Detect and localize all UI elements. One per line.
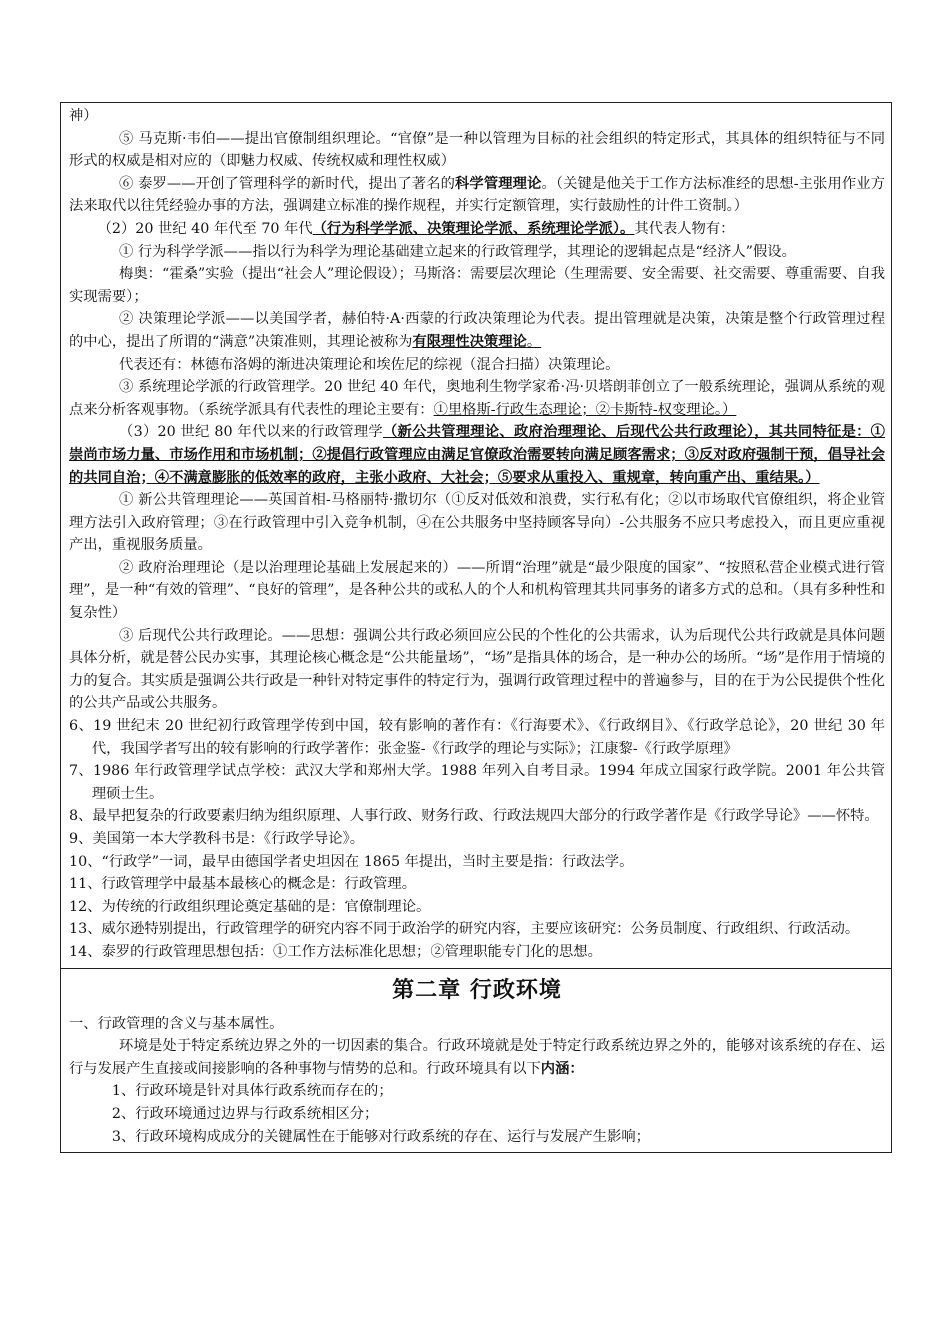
systems-theories: ①里格斯-行政生态理论；②卡斯特-权变理论。） <box>433 401 737 418</box>
list-item-11: 11、行政管理学中最基本最核心的概念是：行政管理。 <box>69 876 417 893</box>
list-item-8: 8、最早把复杂的行政要素归纳为组织原理、人事行政、财务行政、行政法规四大部分的行政学著作是《行政学导论》——怀特。 <box>69 808 879 825</box>
paragraph-weber: ⑤ 马克斯·韦伯——提出官僚制组织理论。“官僚”是一种以管理为目标的社会组织的特定形式，其具体的组织特征与不同形式的权威是相对应的（即魅力权威、传统权威和理性权威） <box>69 130 885 170</box>
taylor-text-a: ⑥ 泰罗——开创了管理科学的新时代，提出了著名的 <box>119 175 456 192</box>
chapter-title: 第二章 行政环境 <box>392 976 562 1003</box>
paragraph-taylor <box>69 173 885 218</box>
point-2: 2、行政环境通过边界与行政系统相区分； <box>111 1105 379 1122</box>
point-3: 3、行政环境构成成分的关键属性在于能够对行政系统的存在、运行与发展产生影响； <box>111 1128 650 1145</box>
section-heading: 一、行政管理的含义与基本属性。 <box>69 1015 284 1032</box>
notes-cell <box>61 103 891 969</box>
paragraph-decision <box>69 308 885 353</box>
decision-text-c: 。 <box>526 333 542 350</box>
paragraph-behavioral: ① 行为科学学派——指以行为科学为理论基础建立起来的行政管理学，其理论的逻辑起点是“经济人”假设。 <box>119 243 796 260</box>
intro-text: 环境是处于特定系统边界之外的一切因素的集合。行政环境就是处于特定行政系统边界之外的，能够对该系统的存在、运行与发展产生直接或间接影响的各种事物与情势的总和。行政环境具有以下 <box>69 1038 885 1077</box>
systems-text-a: ③ 系统理论学派的行政管理学。20 世纪 40 年代，奥地利生物学家希·冯·贝塔朗菲创立了一般系统理论，强调从系统的观点来分析客观事物。（系统学派具有代表性的理论主要有： <box>69 379 885 418</box>
era2-tail: 其代表人物有： <box>634 220 735 237</box>
paragraph-era-3 <box>69 421 885 489</box>
paragraph-mayo: 梅奥：“霍桑”实验（提出“社会人”理论假设）；马斯洛：需要层次理论（生理需要、安全需要、社交需要、尊重需要、自我实现需要）； <box>69 266 885 305</box>
list-item-13: 13、威尔逊特别提出，行政管理学的研究内容不同于政治学的研究内容，主要应该研究：公务员制度、行政组织、行政活动。 <box>69 921 860 938</box>
list-item-10: 10、“行政学”一词，最早由德国学者史坦因在 1865 年提出，当时主要是指：行政法学。 <box>69 853 634 870</box>
list-item-7: 7、1986 年行政管理学试点学校：武汉大学和郑州大学。1988 年列入自考目录。1994 年成立国家行政学院。2001 年公共管理硕士生。 <box>69 763 885 802</box>
decision-keyword: 有限理性决策理论 <box>412 333 527 350</box>
paragraph-postmodern: ③ 后现代公共行政理论。——思想：强调公共行政必须回应公民的个性化的公共需求，认为后现代公共行政就是具体问题具体分析，就是替公民办实事，其理论核心概念是“公共能量场”，“场”是指具体的场合，是一种办公的场所。“场”是作用于情境的力的复合。其实质是强调公共行政是一种针对特定事件的特定行为，强调行政管理过程中的普遍参与，目的在于为公民提供个性化的公共产品或公共服务。 <box>69 627 885 712</box>
taylor-text-c: 。（关键是他关于工作方法标准经的思想-主张用作业方法来取代以往凭经验办事的方法，强调建立标准的操作规程，并实行定额管理，实行鼓励性的计件工资制。） <box>69 175 885 215</box>
era2-schools: （行为科学学派、决策理论学派、系统理论学派）。 <box>312 220 635 237</box>
paragraph-systems <box>69 376 885 421</box>
paragraph-environment-intro <box>69 1035 885 1080</box>
paragraph-governance: ② 政府治理理论（是以治理理论基础上发展起来的）——所谓“治理”就是“最少限度的国家”、“按照私营企业模式进行管理”，是一种“有效的管理”、“良好的管理”，是各种公共的或私人的个人和机构管理其共同事务的诸多方式的总和。（具有多种性和复杂性） <box>69 559 885 622</box>
intro-keyword: 内涵： <box>540 1060 584 1077</box>
list-item-9: 9、美国第一本大学教科书是：《行政学导论》。 <box>69 831 365 847</box>
era2-heading: （2）20 世纪 40 年代至 70 年代 <box>97 220 313 237</box>
list-item-14: 14、泰罗的行政管理思想包括：①工作方法标准化思想；②管理职能专门化的思想。 <box>69 943 602 960</box>
content-table <box>60 102 892 1153</box>
list-item-6: 6、19 世纪末 20 世纪初行政管理学传到中国，较有影响的著作有：《行海要术》、《行政纲目》、《行政学总论》，20 世纪 30 年代，我国学者写出的较有影响的行政学著作：张金鉴-《行政学的理论与实际》；江康黎-《行政学原理》 <box>69 718 885 757</box>
point-1: 1、行政环境是针对具体行政系统而存在的； <box>111 1083 393 1100</box>
era3-heading: （3）20 世纪 80 年代以来的行政管理学 <box>119 424 383 441</box>
chapter-cell <box>61 969 891 1153</box>
list-item-12: 12、为传统的行政组织理论奠定基础的是：官僚制理论。 <box>69 898 431 915</box>
era3-features: （新公共管理理论、政府治理理论、后现代公共行政理论），其共同特征是：①崇尚市场力量、市场作用和市场机制；②提倡行政管理应由满足官僚政治需要转向满足顾客需求；③反对政府强制干预，倡导社会的共同自治；④不满意膨胀的低效率的政府，主张小政府、大社会；⑤要求从重投入、重规章，转向重产出、重结果。） <box>69 424 885 486</box>
paragraph-continuation: 神） <box>69 108 98 124</box>
decision-text-a: ② 决策理论学派——以美国学者，赫伯特·A·西蒙的行政决策理论为代表。提出管理就是决策，决策是整个行政管理过程的中心，提出了所谓的“满意”决策准则，其理论被称为 <box>69 311 885 350</box>
paragraph-era-2 <box>69 218 885 241</box>
paragraph-representatives: 代表还有：林德布洛姆的渐进决策理论和埃佐尼的综视（混合扫描）决策理论。 <box>119 356 620 373</box>
taylor-keyword: 科学管理理论 <box>455 175 542 192</box>
paragraph-npm: ① 新公共管理理论——英国首相-马格丽特·撒切尔（①反对低效和浪费，实行私有化；②以市场取代官僚组织，将企业管理方法引入政府管理；③在行政管理中引入竞争机制，④在公共服务中坚持顾客导向）-公共服务不应只考虑投入，而且更应重视产出，重视服务质量。 <box>69 492 885 554</box>
